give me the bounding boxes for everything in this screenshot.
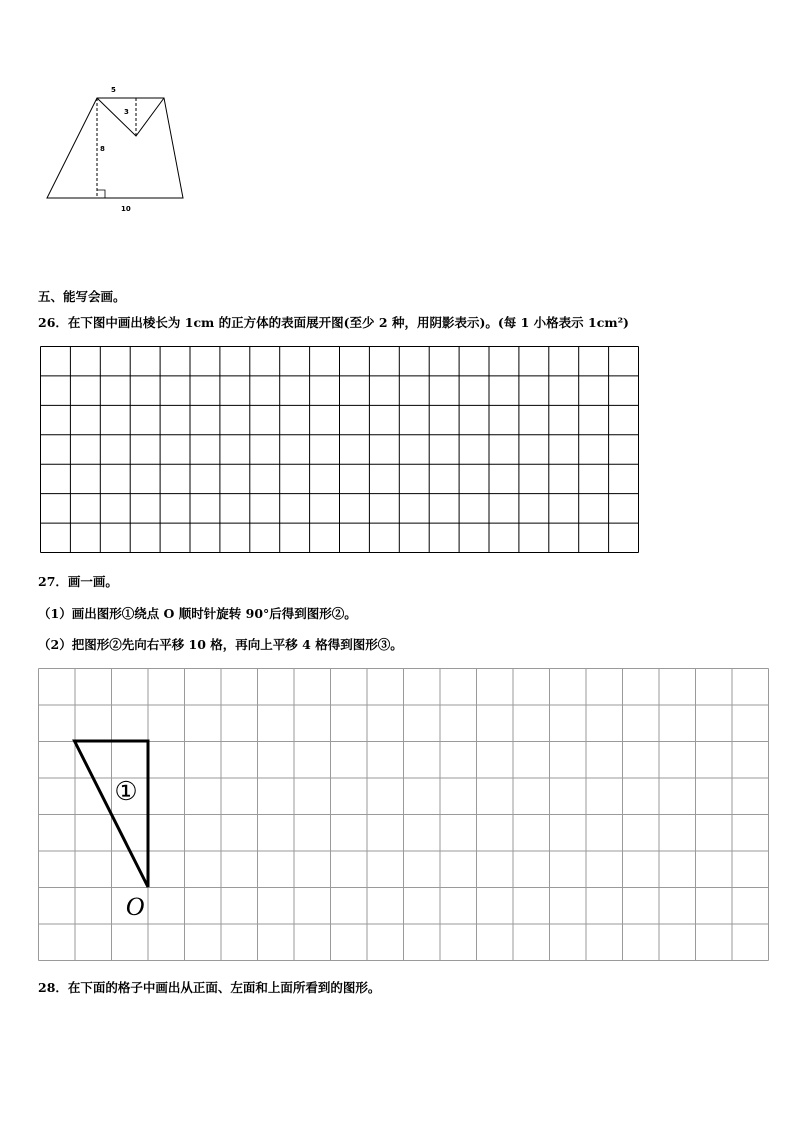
q27-part1: （1）画出图形①绕点 O 顺时针旋转 90°后得到图形②。: [38, 606, 357, 621]
q27-title: 27．画一画。: [38, 574, 118, 589]
q27-shapes: [38, 668, 769, 961]
inner-triangle-lines: [97, 98, 164, 136]
label-top: 5: [111, 86, 116, 94]
label-bottom: 10: [121, 205, 131, 213]
label-height: 8: [100, 145, 105, 153]
q28-text: 28．在下面的格子中画出从正面、左面和上面所看到的图形。: [38, 980, 381, 995]
q27-part2: （2）把图形②先向右平移 10 格，再向上平移 4 格得到图形③。: [38, 637, 403, 652]
q26-grid: [40, 346, 639, 553]
label-inner: 3: [124, 108, 129, 116]
right-angle-mark: [97, 190, 105, 198]
section-five-title: 五、能写会画。: [38, 289, 126, 304]
shape-1-triangle: [75, 741, 149, 887]
q26-text: 26．在下图中画出棱长为 1cm 的正方体的表面展开图(至少 2 种，用阴影表示)。(每 1 小格表示 1cm²): [38, 315, 629, 330]
shape-1-label: ①: [114, 777, 138, 807]
point-o-label: O: [125, 892, 145, 921]
trapezoid-outline: [47, 98, 183, 198]
trapezoid-figure: [0, 0, 794, 230]
